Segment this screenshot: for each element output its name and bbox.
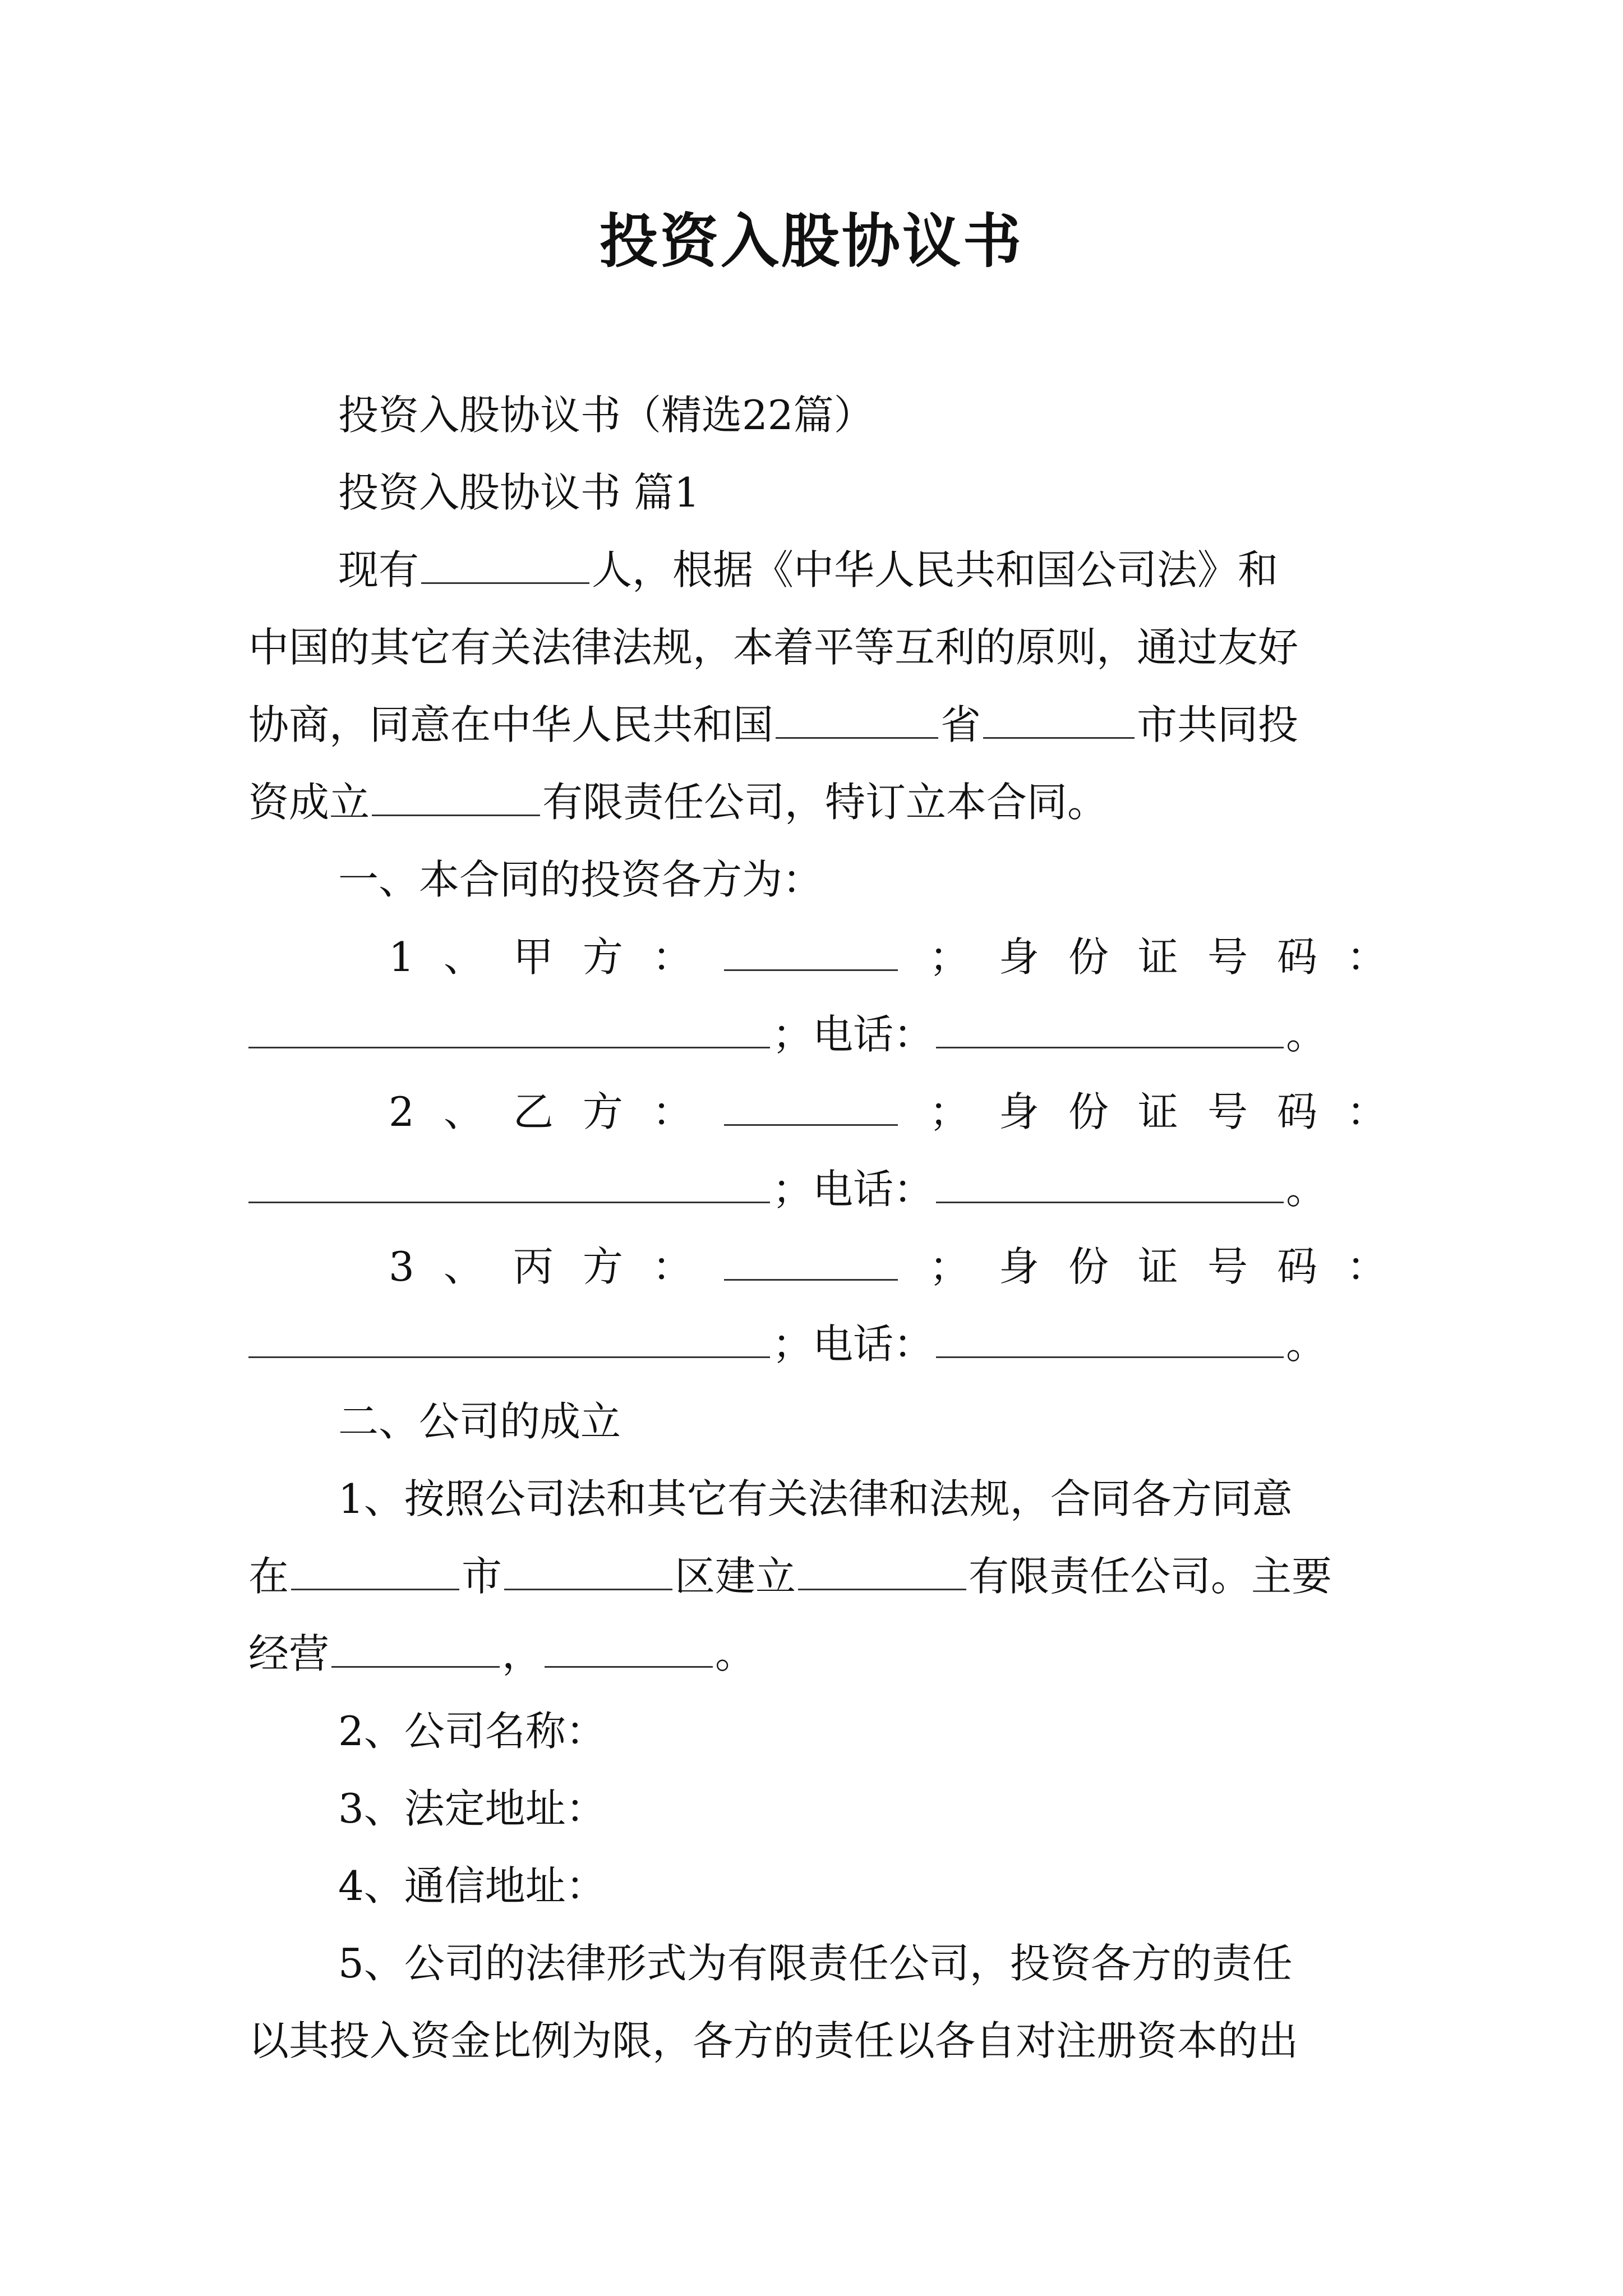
party-text: 证 [1137,933,1178,981]
party-text: ；电话： [772,1011,934,1058]
party-text: 份 [1068,933,1109,981]
party-text: ： [1346,1243,1387,1290]
party-number: 3 [389,1243,414,1290]
party-text: ： [652,1088,693,1135]
party-text: 号 [1207,1088,1248,1135]
section1-heading: 一、本合同的投资各方为： [338,856,823,903]
party-text: ； [929,933,970,981]
paragraph-line [248,1626,1387,1682]
party-text: 证 [1137,1088,1178,1135]
id-blank-field[interactable] [248,1316,770,1358]
party-text: 证 [1137,1243,1178,1290]
party-text: 份 [1068,1088,1109,1135]
paragraph-text: 市 [462,1553,502,1600]
party-text: 、 [443,1243,484,1290]
intro-text: 资成立 [248,779,370,826]
id-blank-field[interactable] [248,1006,770,1048]
party-text: 方 [582,1243,623,1290]
blank-field[interactable] [331,1626,500,1668]
blank-field[interactable] [798,1548,966,1590]
chapter-heading: 投资入股协议书 篇1 [338,469,700,516]
name-blank-field[interactable] [724,929,898,971]
party-text: 。 [1286,1166,1327,1213]
party-text: 乙 [513,1088,554,1135]
paragraph-text: 在 [248,1553,289,1600]
intro-line-3 [248,697,1387,753]
party-text: 身 [998,1088,1039,1135]
paragraph-text: 经营 [248,1630,330,1677]
party-text: ： [1346,1088,1387,1135]
paragraph-text: ， [502,1630,543,1677]
party-id-line [248,1161,1387,1217]
party-text: 。 [1286,1011,1327,1058]
party-text: ： [652,933,693,981]
party-number: 1 [389,933,414,981]
name-blank-field[interactable] [724,1239,898,1281]
paragraph-line: 5、公司的法律形式为有限责任公司，投资各方的责任 [338,1940,1293,1987]
party-text: ；电话： [772,1166,934,1213]
intro-text: 现有 [338,546,419,593]
list-item: 3、法定地址： [338,1785,606,1832]
party-text: 。 [1286,1320,1327,1368]
paragraph-line: 以其投入资金比例为限，各方的责任以各自对注册资本的出 [248,2017,1299,2064]
party-text: 份 [1068,1243,1109,1290]
party-id-line [248,1006,1387,1062]
party-text: 、 [443,1088,484,1135]
intro-line-2: 中国的其它有关法律法规，本着平等互利的原则，通过友好 [248,624,1299,671]
blank-field[interactable] [372,774,540,816]
paragraph-text: 。 [715,1630,756,1677]
document-title: 投资入股协议书 [599,206,1023,275]
id-blank-field[interactable] [248,1161,770,1203]
party-text: 码 [1276,1243,1317,1290]
party-text: 号 [1207,933,1248,981]
party-line [389,1084,1387,1140]
party-text: ； [929,1243,970,1290]
blank-field[interactable] [545,1626,713,1668]
blank-field[interactable] [421,542,589,584]
list-item: 4、通信地址： [338,1862,606,1910]
party-text: ；电话： [772,1320,934,1368]
party-text: 号 [1207,1243,1248,1290]
party-text: 身 [998,1243,1039,1290]
paragraph-text: 区建立 [675,1553,796,1600]
party-text: 码 [1276,933,1317,981]
name-blank-field[interactable] [724,1084,898,1126]
party-text: 方 [582,933,623,981]
phone-blank-field[interactable] [936,1316,1284,1358]
party-text: ； [929,1088,970,1135]
party-number: 2 [389,1088,414,1135]
blank-field[interactable] [983,697,1135,739]
intro-text: 有限责任公司，特订立本合同。 [542,779,1108,826]
intro-text: 省 [940,701,981,748]
blank-field[interactable] [504,1548,672,1590]
party-text: 、 [443,933,484,981]
intro-text: 协商，同意在中华人民共和国 [248,701,774,748]
paragraph-line [248,1548,1387,1604]
party-text: 码 [1276,1088,1317,1135]
intro-text: 人，根据《中华人民共和国公司法》和 [592,546,1279,593]
blank-field[interactable] [776,697,938,739]
party-line [389,929,1387,985]
phone-blank-field[interactable] [936,1006,1284,1048]
subtitle: 投资入股协议书（精选22篇） [338,392,874,439]
party-text: ： [652,1243,693,1290]
party-line [389,1239,1387,1295]
phone-blank-field[interactable] [936,1161,1284,1203]
party-text: ： [1346,933,1387,981]
party-text: 甲 [513,933,554,981]
party-text: 丙 [513,1243,554,1290]
paragraph-text: 有限责任公司。主要 [969,1553,1332,1600]
party-text: 身 [998,933,1039,981]
intro-line-4 [248,774,1387,830]
intro-text: 市共同投 [1137,701,1299,748]
list-item: 2、公司名称： [338,1708,606,1755]
section2-heading: 二、公司的成立 [338,1398,621,1445]
paragraph-line: 1、按照公司法和其它有关法律和法规，合同各方同意 [338,1475,1293,1522]
party-text: 方 [582,1088,623,1135]
blank-field[interactable] [291,1548,459,1590]
intro-line-1 [338,542,1278,598]
party-id-line [248,1316,1387,1372]
